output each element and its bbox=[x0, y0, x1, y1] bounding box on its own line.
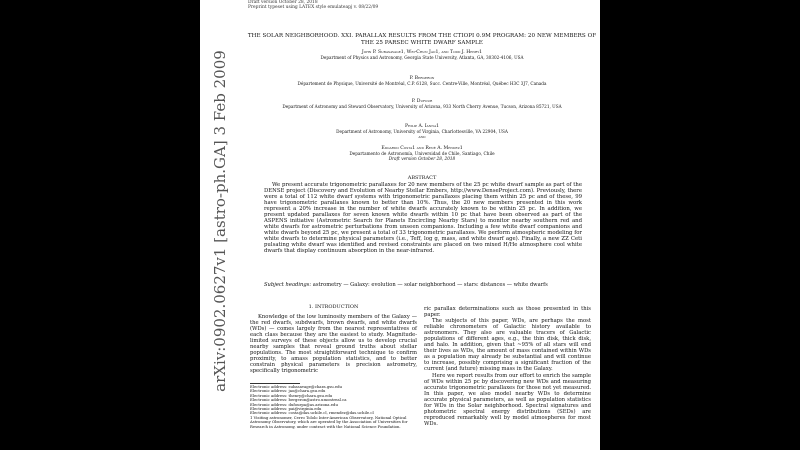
section-heading: 1. INTRODUCTION bbox=[308, 304, 359, 310]
author-affiliation: Departamento de Astronomía, Universidad de Chile, Santiago, Chile bbox=[349, 151, 495, 157]
arxiv-identifier: arXiv:0902.0627v1 [astro-ph.GA] 3 Feb 2009 bbox=[211, 50, 229, 392]
draft-version-line: Draft version October 28, 2018 bbox=[248, 0, 318, 5]
paragraph: The subjects of this paper, WDs, are perhaps the most reliable chronometers of Galactic history available to astronomers. They also are valuable tracers of Galactic populations of different ages, e.g., the thin disk, thick disk, and halo. In addition, given that ~95% of all stars will end their lives as WDs, the amount of mass contained within WDs as a population may already be substantial and will continue to increase, possibly comprising a significant fraction of the current (and future) missing mass in the Galaxy. bbox=[424, 318, 591, 373]
author-group-5 bbox=[246, 146, 598, 162]
author-group-3 bbox=[246, 99, 598, 109]
paragraph: Here we report results from our effort to enrich the sample of WDs within 25 pc by discovering new WDs and measuring accurate trigonometric parallaxes for those not yet measured. In this paper, we also model nearby WDs to determine accurate physical parameters, as well as population statistics for WDs in the Solar neighborhood. Spectral signatures and photometric spectral energy distributions (SEDs) are reproduced remarkably well by model atmospheres for most WDs. bbox=[424, 372, 591, 427]
arxiv-sidebar bbox=[200, 0, 240, 450]
author-names: Edgardo Costa1 and René A. Méndez1 bbox=[381, 146, 463, 151]
author-group-2 bbox=[246, 76, 598, 86]
subject-headings bbox=[264, 282, 582, 288]
author-names: Philip A. Ianna1 bbox=[404, 124, 440, 129]
footnote: Electronic address: costa@das.uchile.cl, rmendez@das.uchile.cl bbox=[250, 410, 374, 416]
header-lines bbox=[248, 0, 378, 11]
paragraph: ric parallax determinations such as those presented in this paper. bbox=[424, 306, 591, 319]
author-names: P. Bergeron bbox=[409, 76, 435, 81]
abstract-heading: ABSTRACT bbox=[407, 175, 437, 181]
author-affiliation: Department of Physics and Astronomy, Georgia State University, Atlanta, GA, 30302-4106, USA bbox=[320, 55, 524, 61]
footnote: Electronic address: dufourpa@as.arizona.edu bbox=[250, 401, 338, 407]
footnote: Electronic address: jao@chara.gsu.edu bbox=[250, 388, 326, 394]
author-names: P. Dufour bbox=[411, 99, 433, 104]
paper-title: THE SOLAR NEIGHBORHOOD. XXI. PARALLAX RESULTS FROM THE CTIOPI 0.9M PROGRAM: 20 NEW MEMBERS OF THE 25 PARSEC WHITE DWARF SAMPLE bbox=[247, 33, 597, 46]
footnote: 1 Visiting astronomer, Cerro Tololo Inter-American Observatory, National Optical Astronomy Observatory, which are operated by the Association of Universities for Research in Astronomy, under contract with the National Science Foundation. bbox=[250, 414, 408, 429]
author-group-1 bbox=[246, 50, 598, 60]
paper-page bbox=[200, 0, 600, 450]
footnote: Electronic address: pai@virginia.edu bbox=[250, 406, 322, 412]
preprint-line: Preprint typeset using LATEX style emulateapj v. 08/22/09 bbox=[248, 5, 379, 11]
draft-date: Draft version October 28, 2018 bbox=[388, 156, 456, 162]
author-affiliation: Department of Astronomy, University of Virginia, Charlottesville, VA 22904, USA bbox=[336, 129, 508, 135]
subject-text: astrometry — Galaxy: evolution — solar neighborhood — stars: distances — white dwarfs bbox=[312, 282, 548, 288]
author-group-4 bbox=[246, 124, 598, 140]
and-separator: and bbox=[418, 134, 426, 140]
footnote: Electronic address: thenry@chara.gsu.edu bbox=[250, 392, 333, 398]
abstract-text: We present accurate trigonometric parallaxes for 20 new members of the 25 pc white dwarf sample as part of the DENSE project (Discovery and Evolution of Nearby Stellar Embers, http://www.DenseProject.com). Previously, there were a total of 112 white dwarf systems with trigonometric parallaxes placing them within 25 pc and of these, 99 have trigonometric parallaxes known to better than 10%. Thus, the 20 new members presented in this work represent a 20% increase in the number of white dwarfs accurately known to be within 25 pc. In addition, we present updated parallaxes for seven known white dwarfs within 10 pc that have been observed as part of the ASPENS initiative (Astrometric Search for Planets Encircling Nearby Stars) to monitor nearby southern red and white dwarfs for astrometric perturbations from unseen companions. Including a few white dwarf companions and white dwarfs beyond 25 pc, we present a total of 33 trigonometric parallaxes. We perform atmospheric modeling for white dwarfs to determine physical parameters (i.e., Teff, log g, mass, and white dwarf age). Finally, a new ZZ Ceti pulsating white dwarf was identified and revised constraints are placed on two mixed H/He atmosphere cool white dwarfs that display continuum absorption in the near-infrared. bbox=[264, 182, 582, 254]
intro-paragraph: Knowledge of the low luminosity members of the Galaxy — the red dwarfs, subdwarfs, brown dwarfs, and white dwarfs (WDs) — comes largely from the nearest representatives of each class because they are the easiest to study. Magnitude-limited surveys of these objects allow us to develop crucial nearby samples that reveal ground truths about stellar populations. The most straightforward technique to confirm proximity, to amass population statistics, and to better constrain physical parameters is precision astrometry, specifically trigonometric bbox=[250, 314, 417, 375]
abstract-body bbox=[264, 182, 582, 254]
subject-label: Subject headings: bbox=[264, 282, 312, 288]
right-column bbox=[424, 306, 591, 427]
footnote: Electronic address: subasavage@chara.gsu.edu bbox=[250, 384, 343, 389]
author-affiliation: Department of Astronomy and Steward Observatory, University of Arizona, 933 North Cherry Avenue, Tucson, Arizona 85721, USA bbox=[282, 104, 562, 110]
footnote: Electronic address: bergeron@astro.umontreal.ca bbox=[250, 397, 347, 403]
author-affiliation: Département de Physique, Université de Montréal, C.P. 6128, Succ. Centre-Ville, Montréal, Québec H3C 3J7, Canada bbox=[297, 81, 547, 87]
author-names: John P. Subasavage1, Wei-Chun Jao1, and Todd J. Henry1 bbox=[361, 50, 483, 55]
left-column bbox=[250, 302, 417, 375]
footnotes bbox=[250, 385, 417, 429]
